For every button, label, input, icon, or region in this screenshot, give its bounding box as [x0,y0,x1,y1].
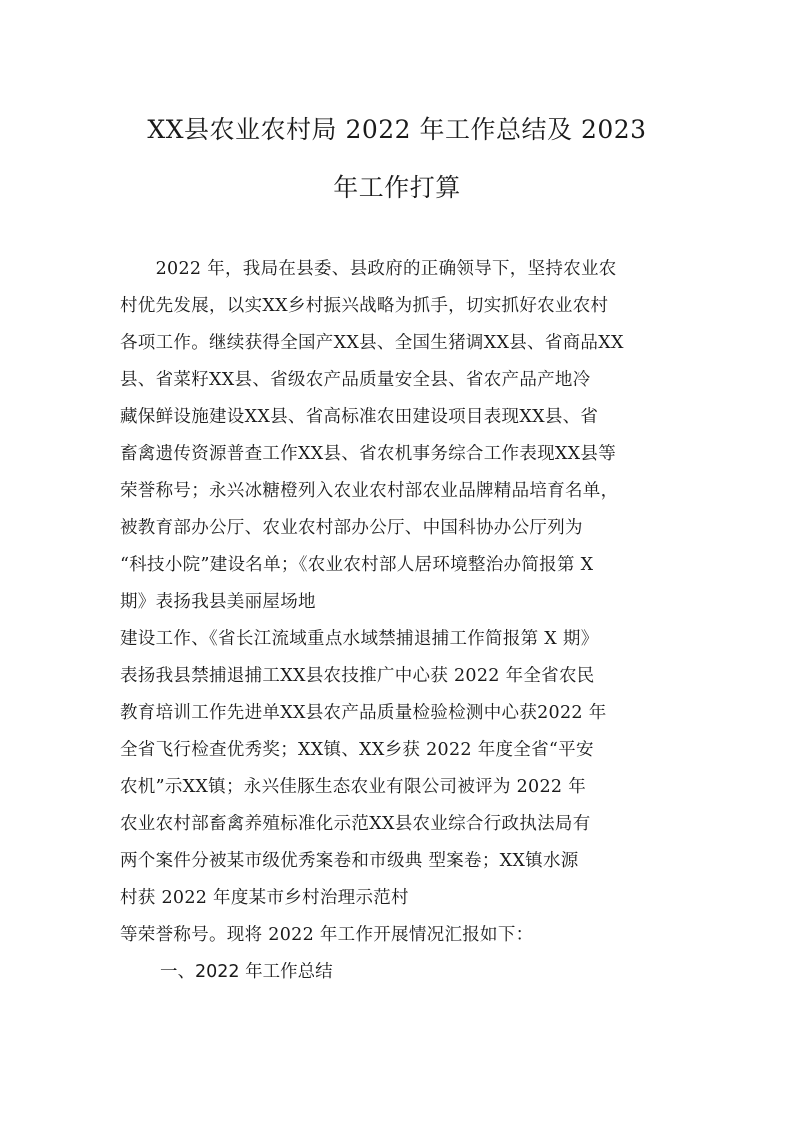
paragraph-line: 被教育部办公厅、农业农村部办公厅、中国科协办公厅列为 [120,518,583,538]
paragraph-line: “科技小院”建设名单；《农业农村部人居环境整治办简报第 X [120,555,594,575]
paragraph-line: 全省飞行检查优秀奖；XX镇、XX乡获 2022 年度全省“平安 [120,740,594,760]
paragraph-line: 村获 2022 年度某市乡村治理示范村 [120,888,409,908]
paragraph-line: 教育培训工作先进单XX县农产品质量检验检测中心获2022 年 [120,703,607,723]
document-title-line-1: XX县农业农村局 2022 年工作总结及 2023 [147,115,647,144]
paragraph-line: 藏保鲜设施建设XX县、省高标准农田建设项目表现XX县、省 [120,407,599,427]
paragraph-line: 畜禽遗传资源普查工作XX县、省农机事务综合工作表现XX县等 [120,444,617,464]
paragraph-line: 期》表扬我县美丽屋场地 [120,592,316,612]
document-title-line-2: 年工作打算 [333,173,461,202]
paragraph-line: 农业农村部畜禽养殖标准化示范XX县农业综合行政执法局有 [120,814,591,834]
paragraph-line: 农机”示XX镇；永兴佳豚生态农业有限公司被评为 2022 年 [120,777,587,797]
section-heading: 一、2022 年工作总结 [160,962,333,982]
paragraph-line: 2022 年，我局在县委、县政府的正确领导下，坚持农业农 [120,259,617,279]
paragraph-line: 村优先发展，以实XX乡村振兴战略为抓手，切实抓好农业农村 [120,296,609,316]
paragraph-line: 各项工作。继续获得全国产XX县、全国生猪调XX县、省商品XX [120,333,624,353]
paragraph-line: 县、省菜籽XX县、省级农产品质量安全县、省农产品产地冷 [120,370,591,390]
paragraph-line: 建设工作、《省长江流域重点水域禁捕退捕工作简报第 X 期》 [120,629,599,649]
paragraph-line: 表扬我县禁捕退捕工XX县农技推广中心获 2022 年全省农民 [120,666,595,686]
paragraph-line: 荣誉称号；永兴冰糖橙列入农业农村部农业品牌精品培育名单， [120,481,619,501]
paragraph-line: 等荣誉称号。现将 2022 年工作开展情况汇报如下： [120,925,534,945]
paragraph-line: 两个案件分被某市级优秀案卷和市级典 型案卷；XX镇水源 [120,851,579,871]
